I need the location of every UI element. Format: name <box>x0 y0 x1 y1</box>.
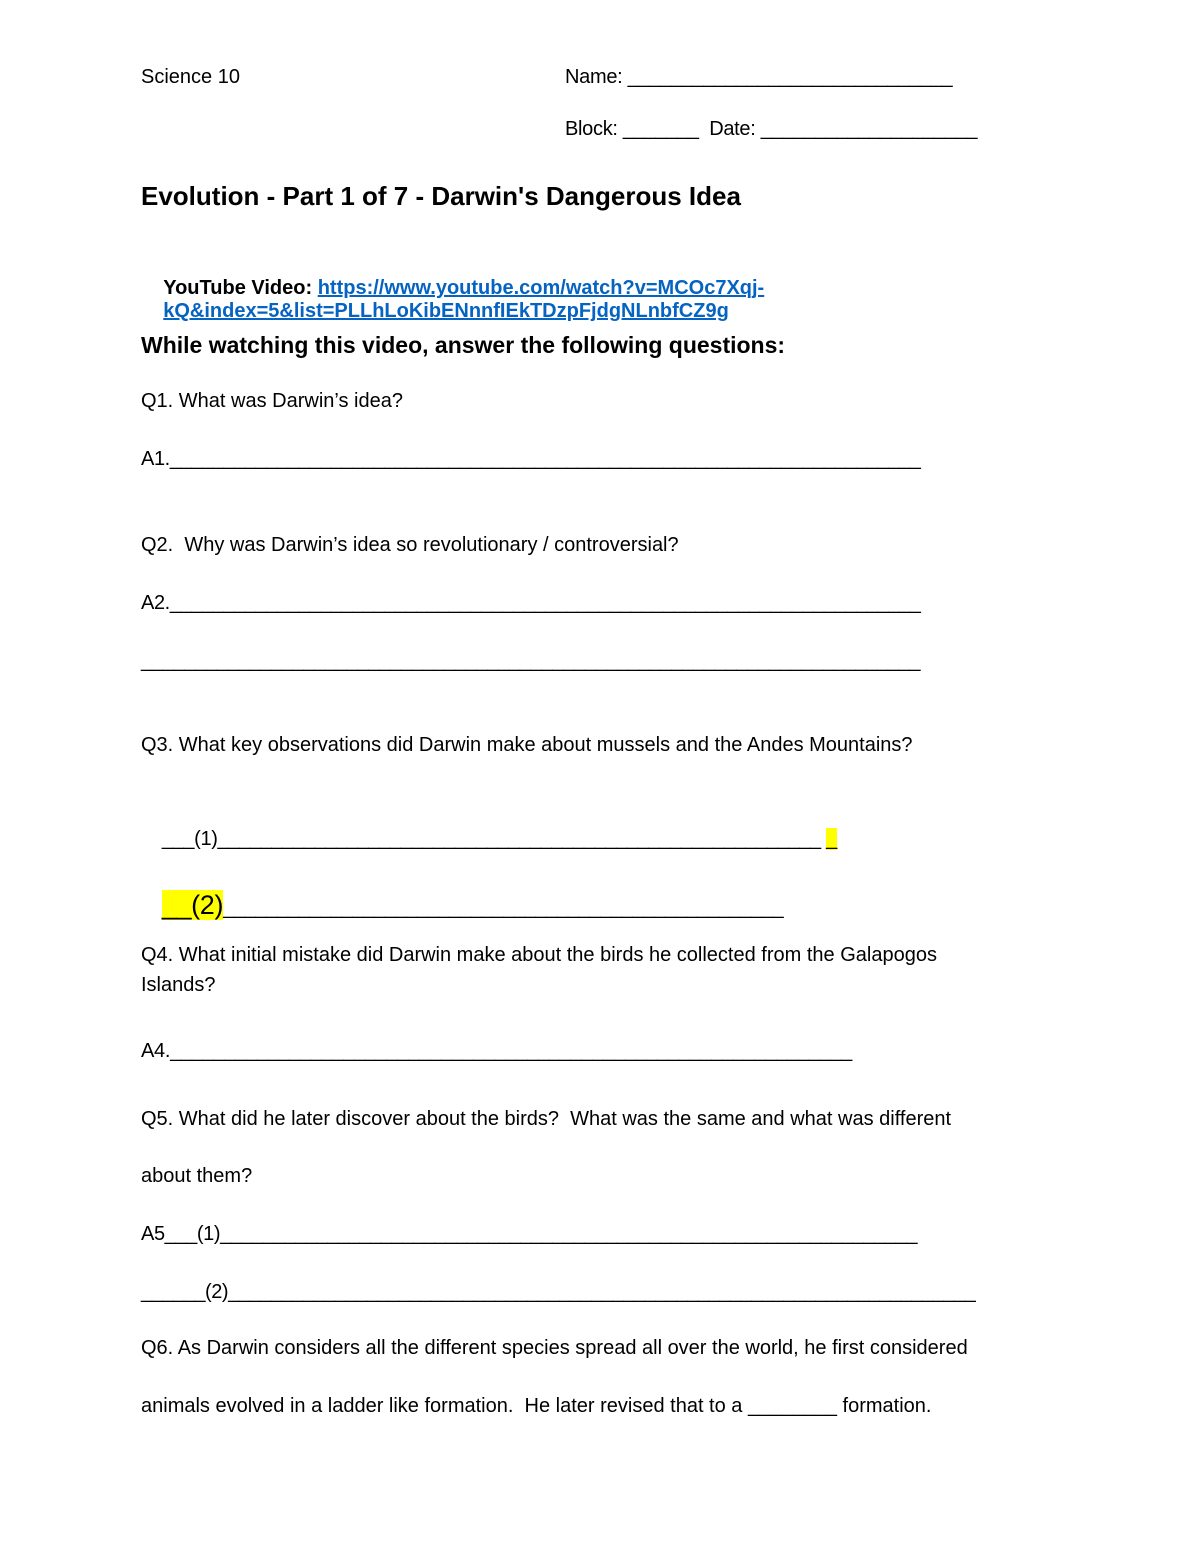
answer-2-line: A2.______________________________________________________________________ <box>141 592 921 614</box>
question-5-line-1: Q5. What did he later discover about the birds? What was the same and what was different <box>141 1108 952 1130</box>
video-link-part-2[interactable]: kQ&index=5&list=PLLhLoKibENnnfIEkTDzpFjdgNLnbfCZ9g <box>163 300 729 322</box>
page-title: Evolution - Part 1 of 7 - Darwin's Dangerous Idea <box>141 181 741 211</box>
name-field-line: Name: ______________________________ <box>565 66 953 88</box>
block-date-field-line: Block: _______ Date: ____________________ <box>565 118 978 140</box>
answer-3-1-highlight: _ <box>826 828 837 850</box>
question-3: Q3. What key observations did Darwin make about mussels and the Andes Mountains? <box>141 734 913 756</box>
question-1: Q1. What was Darwin’s idea? <box>141 390 403 412</box>
answer-4-line: A4._______________________________________________________________ <box>141 1040 852 1062</box>
answer-2-line-b: ________________________________________________________________________ <box>141 650 921 672</box>
answer-3-2-blank: ____________________________________________________ <box>223 897 784 919</box>
answer-1-line: A1.______________________________________________________________________ <box>141 448 921 470</box>
question-6-line-2: animals evolved in a ladder like formation. He later revised that to a ________ formation. <box>141 1395 932 1417</box>
answer-5-line-2: ______(2)______________________________________________________________________ <box>141 1281 976 1303</box>
answer-3-2-highlight: __(2) <box>161 890 224 920</box>
question-4-line-2: Islands? <box>141 974 216 996</box>
video-label: YouTube Video: <box>163 277 318 299</box>
question-4-line-1: Q4. What initial mistake did Darwin make about the birds he collected from the Galapogos <box>141 944 937 966</box>
question-2: Q2. Why was Darwin’s idea so revolutionary / controversial? <box>141 534 679 556</box>
question-6-line-1: Q6. As Darwin considers all the different species spread all over the world, he first considered <box>141 1337 968 1359</box>
course-label: Science 10 <box>141 66 240 88</box>
instructions-heading: While watching this video, answer the following questions: <box>141 332 786 358</box>
answer-3-line-2 <box>141 866 783 947</box>
video-link-part-1[interactable]: https://www.youtube.com/watch?v=MCOc7Xqj- <box>317 277 765 299</box>
answer-5-line-1: A5___(1)_________________________________________________________________ <box>141 1223 918 1245</box>
answer-3-1-blank: ___(1)________________________________________________________ <box>161 828 821 850</box>
question-5-line-2: about them? <box>141 1165 253 1187</box>
